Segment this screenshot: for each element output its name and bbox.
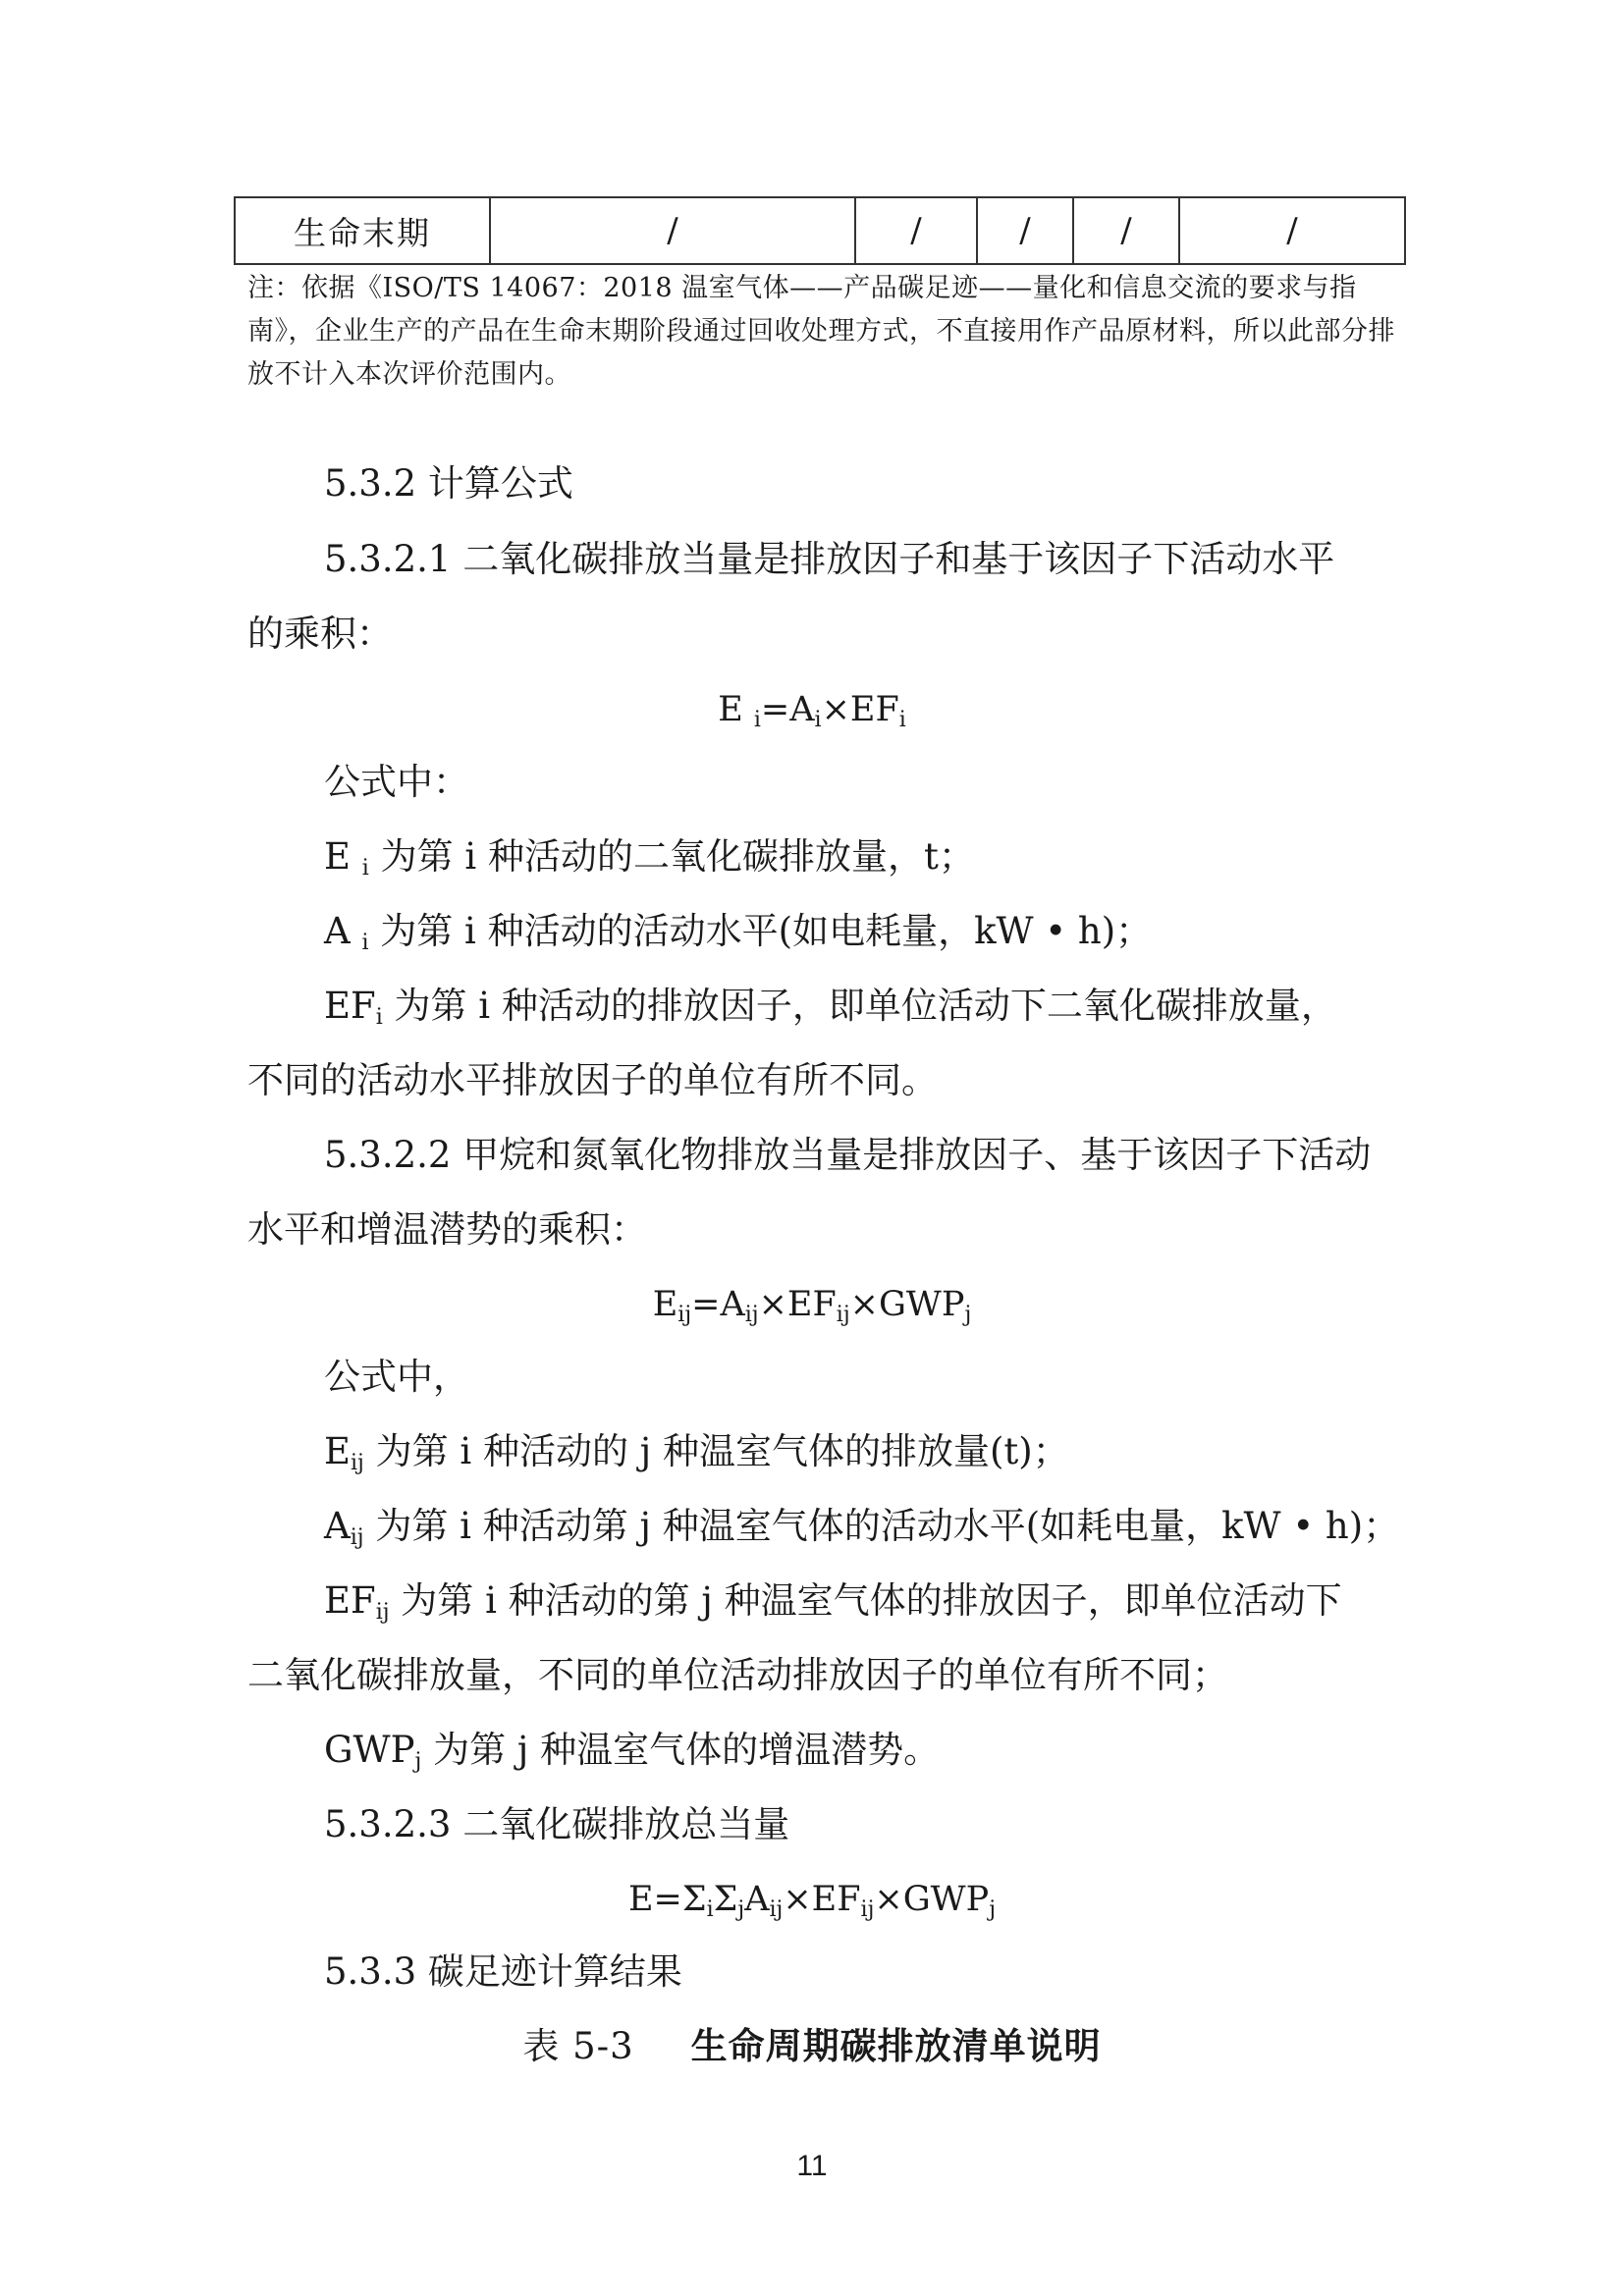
table-caption [0,2016,1624,2069]
definition-Aij: $A_{ij}$ 为第 i 种活动第 j 种温室气体的活动水平(如耗电量，kW • h)； [324,1505,1400,1550]
table-cell: / [490,197,855,264]
table-cell: / [1179,197,1405,264]
table-cell-stage: 生命末期 [235,197,490,264]
definition-Eij: $E_{ij}$ 为第 i 种活动的 j 种温室气体的排放量(t)； [324,1430,1069,1475]
definition-Ai: A $_i$ 为第 i 种活动的活动水平(如电耗量，kW • h)； [324,910,1153,955]
paragraph-5-3-2-2-line2: 水平和增温潜势的乘积： [247,1208,647,1251]
paragraph-5-3-2-3: 5.3.2.3 二氧化碳排放总当量 [324,1803,790,1845]
table-row [235,197,1405,264]
table-note: 注：依据《ISO/TS 14067：2018 温室气体——产品碳足迹——量化和信息交流的要求与指南》，企业生产的产品在生命末期阶段通过回收处理方式，不直接用作产品原材料，所以此部分排放不计入本次评价范围内。 [247,273,1395,390]
section-heading-5-3-2: 5.3.2 计算公式 [324,462,573,505]
formula-co2-emission: E $_i=A_i\times EF_i$ [718,690,906,732]
paragraph-5-3-2-2-line1: 5.3.2.2 甲烷和氮氧化物排放当量是排放因子、基于该因子下活动 [324,1134,1372,1176]
table-caption-title: 生命周期碳排放清单说明 [690,2024,1102,2067]
table-cell: / [855,197,977,264]
table-cell: / [977,197,1073,264]
formula-ch4-n2o-emission: $E_{ij}=A_{ij}\times EF_{ij}\times GWP_j$ [652,1285,972,1327]
paragraph-5-3-2-1-line2: 的乘积： [247,613,393,655]
page-number: 11 [796,2150,828,2182]
formula-where-label-2: 公式中， [324,1356,469,1398]
inventory-table-fragment [234,196,1406,265]
definition-EFi-line2: 不同的活动水平排放因子的单位有所不同。 [247,1059,938,1101]
section-heading-5-3-3: 5.3.3 碳足迹计算结果 [324,1950,682,1993]
paragraph-5-3-2-1-line1: 5.3.2.1 二氧化碳排放当量是排放因子和基于该因子下活动水平 [324,538,1335,580]
table-caption-number: 表 5-3 [522,2025,634,2067]
definition-EFij: $EF_{ij}$ 为第 i 种活动的第 j 种温室气体的排放因子，即单位活动下 [324,1579,1342,1625]
definition-EFij-line2: 二氧化碳排放量，不同的单位活动排放因子的单位有所不同； [247,1654,1228,1696]
definition-EFi: $EF_i$ 为第 i 种活动的排放因子，即单位活动下二氧化碳排放量， [324,985,1337,1030]
formula-where-label: 公式中： [324,761,469,803]
definition-Ei: E $_i$ 为第 i 种活动的二氧化碳排放量，t； [324,835,975,881]
formula-total-co2e: $E=\Sigma_i\Sigma_jA_{ij}\times EF_{ij}\times GWP_j$ [627,1880,997,1922]
definition-GWPj: $GWP_j$ 为第 j 种温室气体的增温潜势。 [324,1729,941,1774]
table-cell: / [1073,197,1179,264]
